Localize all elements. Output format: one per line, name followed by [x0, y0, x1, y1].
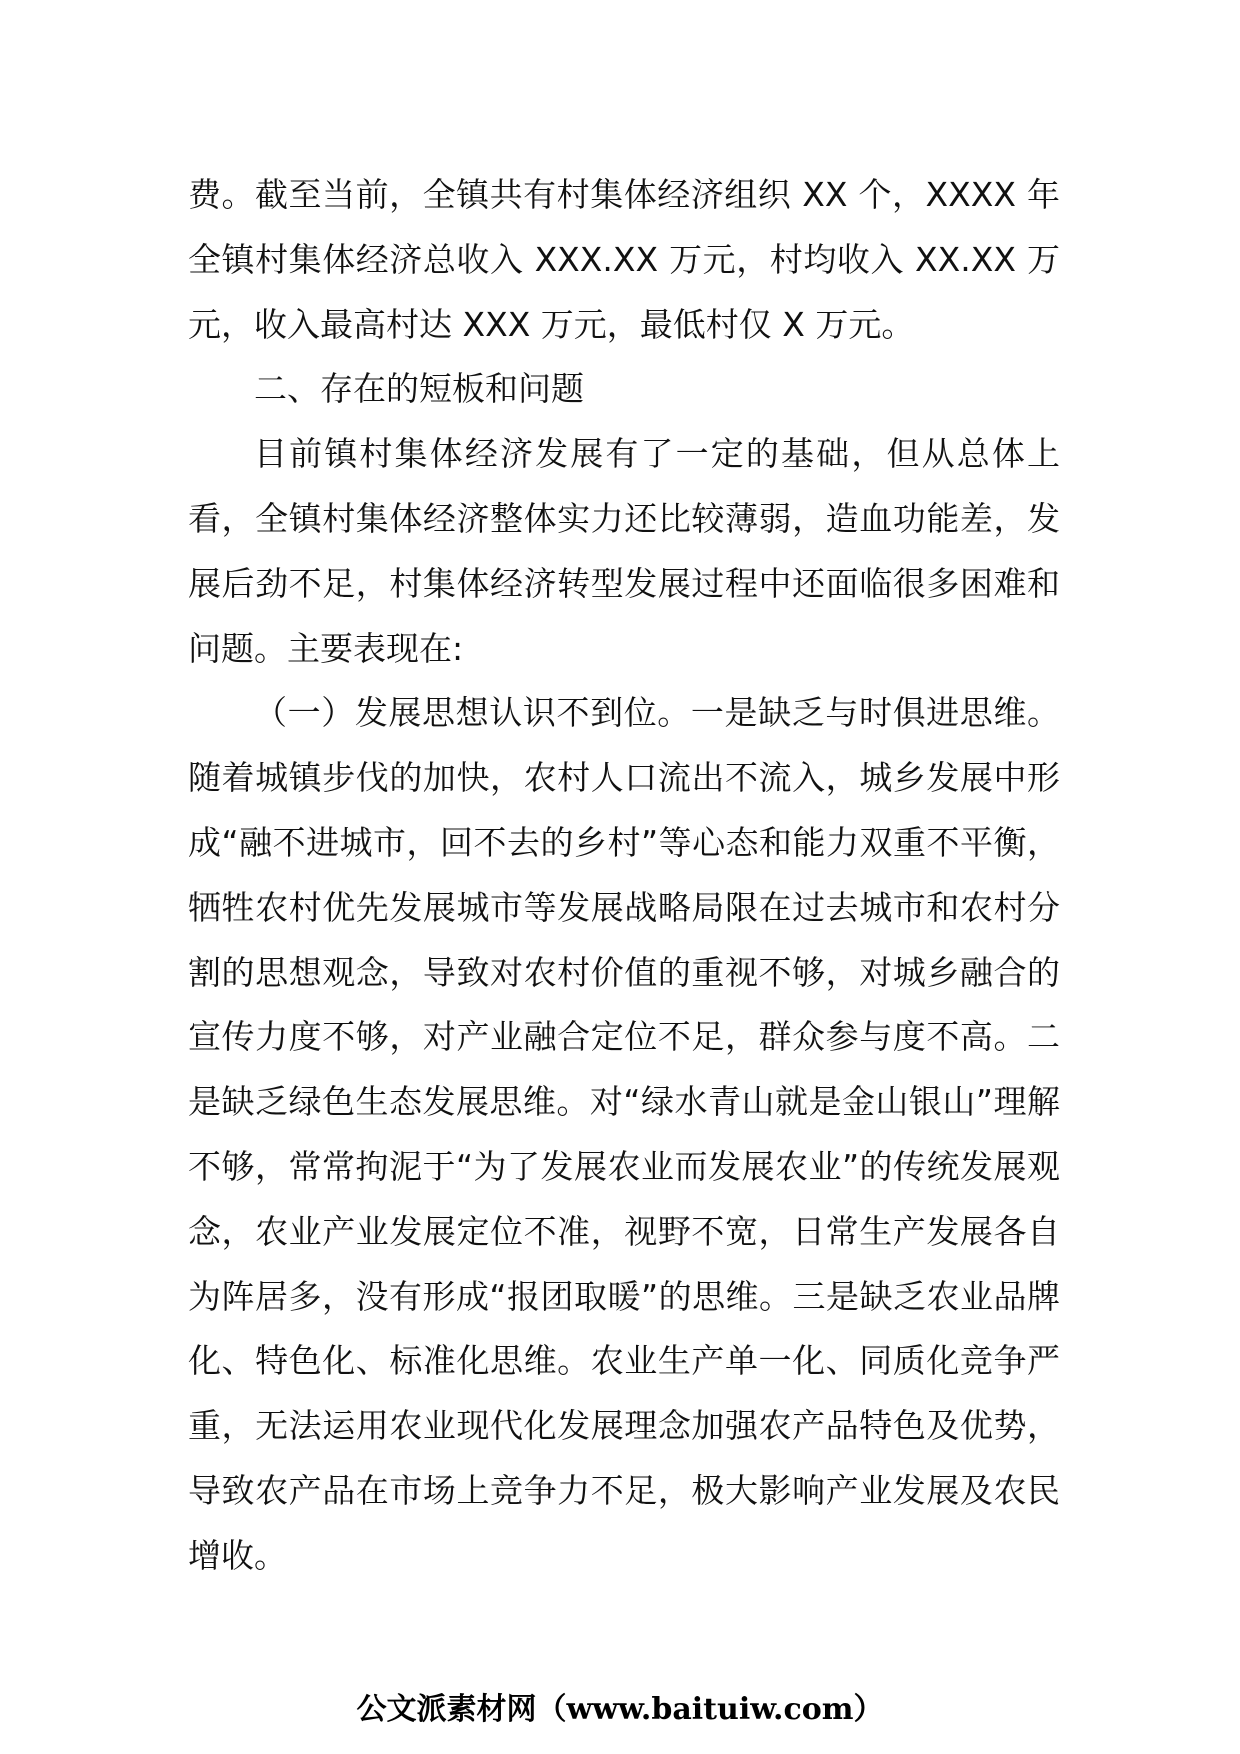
document-body [188, 163, 1060, 1589]
paragraph-thinking-issues: （一）发展思想认识不到位。一是缺乏与时俱进思维。随着城镇步伐的加快，农村人口流出不流入，城乡发展中形成“融不进城市，回不去的乡村”等心态和能力双重不平衡，牺牲农村优先发展城市等发展战略局限在过去城市和农村分割的思想观念，导致对农村价值的重视不够，对城乡融合的宣传力度不够，对产业融合定位不足，群众参与度不高。二是缺乏绿色生态发展思维。对“绿水青山就是金山银山”理解不够，常常拘泥于“为了发展农业而发展农业”的传统发展观念，农业产业发展定位不准，视野不宽，日常生产发展各自为阵居多，没有形成“报团取暖”的思维。三是缺乏农业品牌化、特色化、标准化思维。农业生产单一化、同质化竞争严重，无法运用农业现代化发展理念加强农产品特色及优势，导致农产品在市场上竞争力不足，极大影响产业发展及农民增收。 [188, 693, 1060, 1575]
paragraph-overview: 目前镇村集体经济发展有了一定的基础，但从总体上看，全镇村集体经济整体实力还比较薄弱，造血功能差，发展后劲不足，村集体经济转型发展过程中还面临很多困难和问题。主要表现在: [188, 434, 1060, 668]
paragraph-income-summary: 费。截至当前，全镇共有村集体经济组织 XX 个，XXXX 年全镇村集体经济总收入 XXX.XX 万元，村均收入 XX.XX 万元，收入最高村达 XXX 万元，最低村仅 X 万元。 [188, 175, 1060, 344]
footer-source: 公文派素材网（www.baituiw.com） [356, 1692, 884, 1727]
section-heading-problems: 二、存在的短板和问题 [254, 369, 584, 409]
